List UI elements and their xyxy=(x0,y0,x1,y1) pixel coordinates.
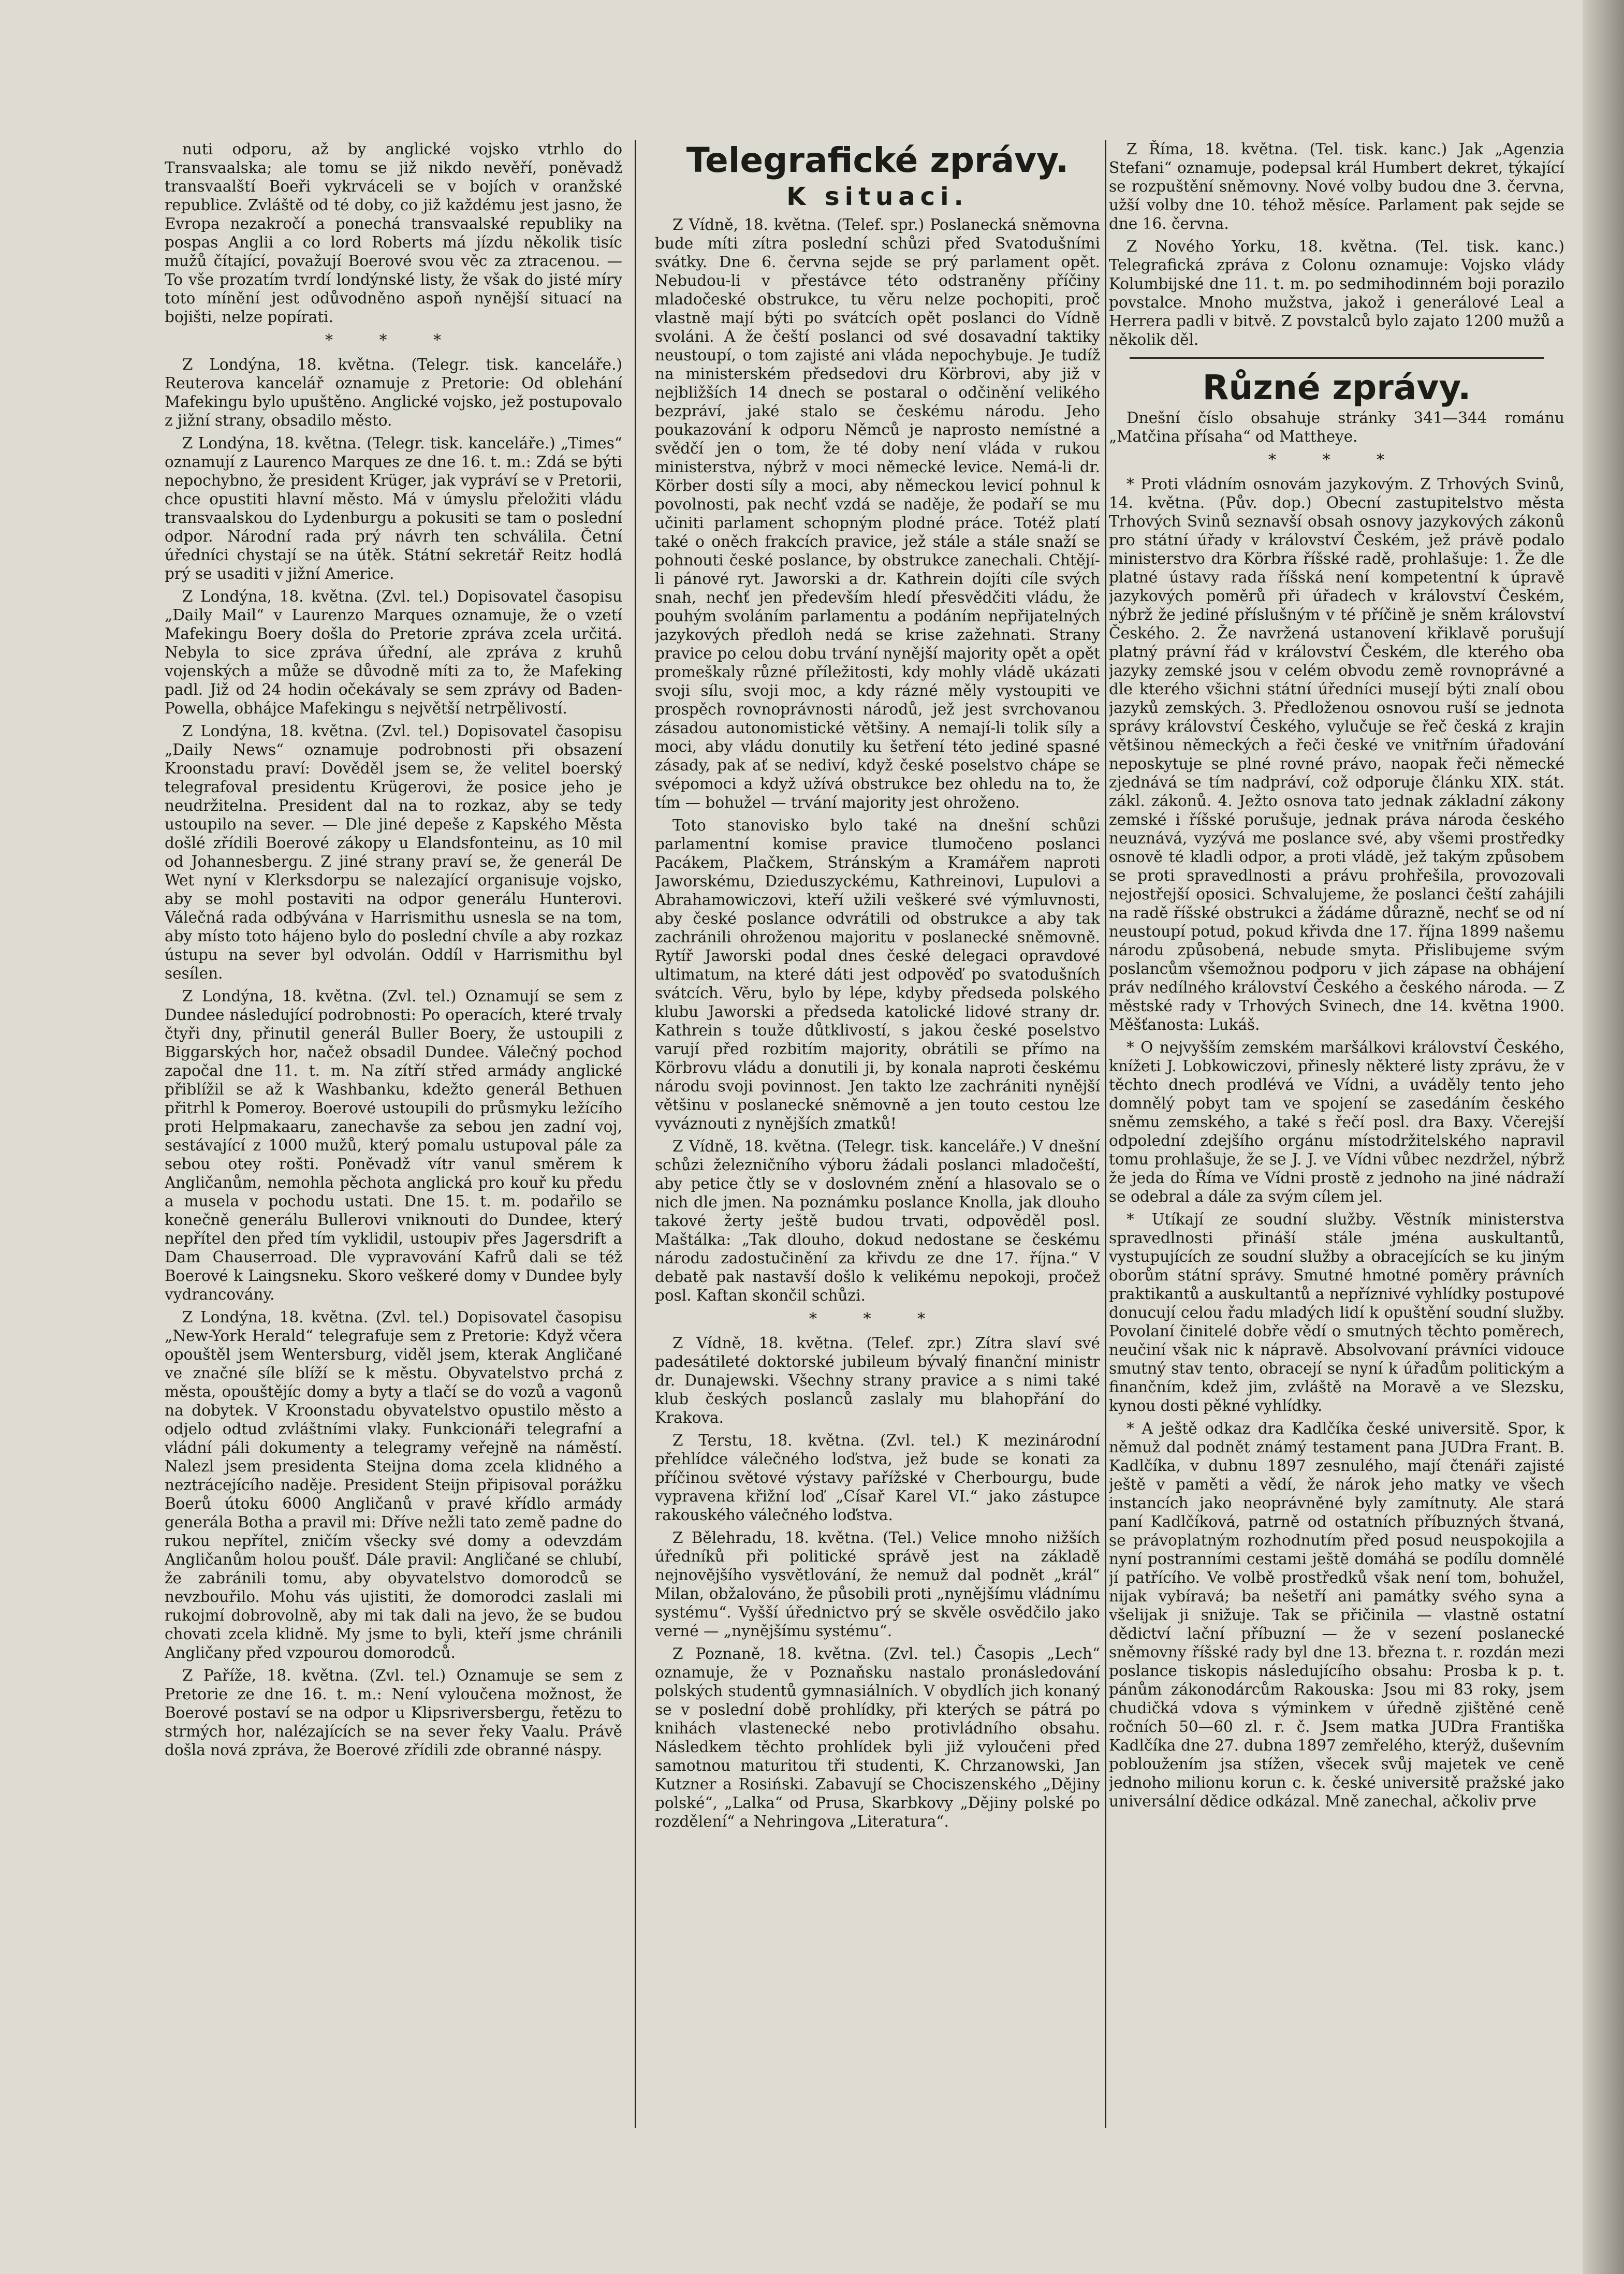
column-right xyxy=(1109,140,1564,2138)
section-rule xyxy=(1130,357,1544,359)
news-item: Z Nového Yorku, 18. května. (Tel. tisk. kanc.) Telegrafická zpráva z Colonu oznamuje: Vojsko vlády Kolumbijské dne 11. t. m. po sedmihodinném boji porazilo povstalce. Mnoho mužstva, jakož i generálové Leal a Herrera padli v bitvě. Z povstalců bylo zajato 1200 mužů a několik děl. xyxy=(1109,238,1564,348)
news-item: Z Londýna, 18. května. (Zvl. tel.) Dopisovatel časopisu „Daily News“ oznamuje podrobnosti při obsazení Kroonstadu praví: Dověděl jsem se, že velitel boerský telegrafoval presidentu Krügerovi, že posice jeho je neudržitelna. President dal na to rozkaz, aby se tedy ustoupilo na sever. — Dle jiné depeše z Kapského Města došlé zřídili Boerové zákopy u Elandsfonteinu, as 10 mil od Johannesbergu. Z jiné strany praví se, že generál De Wet nyní v Klerksdorpu se nalezající organisuje vojsko, aby se mohl postaviti na odpor generálu Hunterovi. Válečná rada odbývána v Harrismithu usnesla se na tom, aby místo toto hájeno bylo do poslední chvíle a aby rozkaz ústupu na sever byl odvolán. Oddíl v Harrismithu byl sesílen. xyxy=(165,722,622,982)
news-item: * O nejvyšším zemském maršálkovi království Českého, knížeti J. Lobkowiczovi, přinesly některé listy zprávu, že v těchto dnech prodlévá ve Vídni, a uváděly tento jeho domnělý pobyt tam ve spojení se zasedáním českého sněmu zemského, a také s řečí posl. dra Baxy. Včerejší odpolední zdejšího orgánu místodržitelského napravil tomu prohlašuje, že se J. J. ve Vídni vůbec nezdržel, nýbrž že jeda do Říma ve Vídni prostě z jednoho na jiné nádraží se odebral a dále za svým cílem jel. xyxy=(1109,1039,1564,1205)
news-item: Z Vídně, 18. května. (Telef. spr.) Poslanecká sněmovna bude míti zítra poslední schůzi před Svatodušními svátky. Dne 6. června sejde se prý parlament opět. Nebudou-li v přestávce této odstraněny příčiny mladočeské obstrukce, tu věru nelze pochopiti, proč vlastně mají býti po svátcích opět poslanci do Vídně svoláni. A že čeští poslanci od své dosavadní taktiky neustoupí, o tom zajisté ani vláda nepochybuje. Je tudíž na ministerském předsedovi dru Körbrovi, aby již v nejbližších 14 dnech se postaral o odčinění velikého bezpráví, jaké stalo se českému národu. Jeho poukazování k odporu Němců je naprosto nemístné a svědčí jen o tom, že té doby není vláda v rukou ministerstva, nýbrž v moci německé levice. Nemá-li dr. Körber dosti síly a moci, aby německou levicí pohnul k povolnosti, pak nechť vzdá se naděje, že podaří se mu učiniti parlament schopným plodné práce. Totéž platí také o oněch frakcích pravice, jež stále a stále snaží se pohnouti české poslance, by obstrukce zanechali. Chtějí-li pánové ryt. Jaworski a dr. Kathrein dojíti cíle svých snah, nechť jen především hledí přesvědčiti vládu, že pouhým svoláním parlamentu a podáním nepřijatelných jazykových předloh nedá se krise zažehnati. Strany pravice po celou dobu trvání nynější majority opět a opět promeškaly různé příležitosti, kdy mohly vládě ukázati svoji sílu, svoji moc, a kdy rázné měly vystoupiti ve prospěch rovnoprávnosti národů, jež jest svrchovanou zásadou autonomistické většiny. A nemají-li tolik síly a moci, aby vládu donutily ku šetření této jediné spasné zásady, pak ať se nediví, když české poselstvo chápe se svépomoci a když užívá obstrukce bez ohledu na to, že tím — bohužel — trvání majority jest ohroženo. xyxy=(655,216,1100,811)
news-item: * A ještě odkaz dra Kadlčíka české universitě. Spor, k němuž dal podnět známý testament pana JUDra Frant. B. Kadlčíka, v dubnu 1897 zesnulého, mají čtenáři zajisté ještě v paměti a vědí, že nárok jeho matky ve všech instancích jako neoprávněné byly zamítnuty. Ale stará paní Kadlčíková, patrně od ostatních příbuzných štvaná, se právoplatným rozhodnutím před posud neuspokojila a nyní postranními cestami ještě domáhá se podílu domnělé jí patřícího. Ve volbě prostředků však není tom, bohužel, nijak vybíravá; ba nešetří ani památky svého syna a všelijak ji snižuje. Tak se přičinila — vlastně ostatní dědictví lační příbuzní — že v sezení poslanecké sněmovny říšské rady byl dne 13. března t. r. rozdán mezi poslance tiskopis následujícího obsahu: Prosba k p. t. pánům zákonodárcům Rakouska: Jsou mi 83 roky, jsem chudičká vdova s výminkem v úředně zjištěné ceně ročních 50—60 zl. r. č. Jsem matka JUDra Františka Kadlčíka dne 27. dubna 1897 zemřelého, kterýž, duševním pobloužením jsa stížen, všecek svůj majetek ve ceně jednoho milionu korun c. k. české universitě pražské jako universální dědice odkázal. Mně zanechal, ačkoliv prve xyxy=(1109,1420,1564,1810)
news-item: Z Londýna, 18. května. (Telegr. tisk. kanceláře.) Reuterova kancelář oznamuje z Pretorie: Od oblehání Mafekingu bylo upuštěno. Anglické vojsko, jež postupovalo z jižní strany, obsadilo město. xyxy=(165,356,622,429)
news-item: Z Říma, 18. května. (Tel. tisk. kanc.) Jak „Agenzia Stefani“ oznamuje, podepsal král Humbert dekret, týkající se rozpuštění sněmovny. Nové volby budou dne 3. června, užší volby dne 10. téhož měsíce. Parlament pak sejde se dne 16. června. xyxy=(1109,140,1564,232)
column-middle xyxy=(655,140,1100,2138)
section-separator: * * * xyxy=(325,331,462,349)
section-heading-various: Různé zprávy. xyxy=(1202,368,1471,407)
news-item: Z Londýna, 18. května. (Zvl. tel.) Oznamují se sem z Dundee následující podrobnosti: Po operacích, které trvaly čtyři dny, přinutil generál Buller Boery, že ustoupili z Biggarských hor, načež obsadil Dundee. Válečný pochod započal dne 11. t. m. Na zítří střed armády anglické přiblížil se až k Washbanku, kdežto generál Bethuen přitrhl k Pomeroy. Boerové ustoupili do průsmyku ležícího proti Helpmakaaru, zanechavše za sebou jen zadní voj, sestávající z 1000 mužů, který pomalu ustupoval pále za sebou otey rošti. Poněvadž vítr vanul směrem k Angličanům, nemohla pěchota anglická pro kouř ku předu a musela v pochodu ustati. Dne 15. t. m. podařilo se konečně generálu Bullerovi vniknouti do Dundee, který nepřítel den před tím vyklidil, ustoupiv přes Jagersdrift a Dam Chauserroad. Dle vypravování Kafrů dali se též Boerové k Laingsneku. Skoro veškeré domy v Dundee byly vydrancovány. xyxy=(165,987,622,1303)
news-item: * Utíkají ze soudní služby. Věstník ministerstva spravedlnosti přináší stále jména auskultantů, vystupujících ze soudní služby a obracejících se ku jiným oborům státní správy. Smutné hmotné poměry právních praktikantů a auskultantů a nepříznivé vyhlídky postupové donucují celou řadu mladých lidí k opuštění soudní služby. Povolaní činitelé dobře vědí o smutných těchto poměrech, neučiní však nic k nápravě. Absolvovaní právníci vidouce smutný stav tento, obracejí se nyní k úřadům politickým a finančním, kdež jim, zvláště na Moravě a ve Slezsku, kynou dosti pěkné vyhlídky. xyxy=(1109,1211,1564,1415)
column-left xyxy=(165,140,622,2138)
column-rule xyxy=(635,140,636,2128)
article-paragraph: nuti odporu, až by anglické vojsko vtrhlo do Transvaalska; ale tomu se již nikdo nevěří, poněvadž transvaalští Boeři vykrváceli se v bojích v oranžské republice. Zvláště od té doby, co již každému jest jasno, že Evropa nezakročí a ponechá transvaalské republiky na pospas Anglii a co lord Roberts má jízdu několik tisíc mužů čítající, považují Boerové svou věc za ztracenou. — To vše prozatím tvrdí londýnské listy, že však do jisté míry toto mínění jest odůvodněno aspoň nynější situací na bojišti, nelze popírati. xyxy=(165,140,622,326)
section-subheading-situation: K situaci. xyxy=(786,182,969,211)
section-separator: * * * xyxy=(809,1310,946,1328)
news-item: Z Londýna, 18. května. (Zvl. tel.) Dopisovatel časopisu „New-York Herald“ telegrafuje sem z Pretorie: Když včera opouštěl jsem Wentersburg, viděl jsem, kterak Angličané ve značné síle blíží se k městu. Obyvatelstvo prchá z města, opouštějíc domy a byty a tlačí se do vozů a vagonů na dobytek. V Kroonstadu obyvatelstvo opustilo město a odjelo odtud zvláštními vlaky. Funkcionáři telegrafní a vládní páli dokumenty a telegramy veřejně na náměstí. Nalezl jsem presidenta Steijna doma zcela klidného a neztrácejícího naděje. President Steijn připisoval porážku Boerů útoku 6000 Angličanů v pravé křídlo armády generála Botha a pravil mi: Dříve nežli tato země padne do rukou nepřítel, zničím všecky své domy a odevzdám Angličanům holou poušť. Dále pravil: Angličané se chlubí, že zabránili tomu, aby obyvatelstvo domorodců se nevzbouřilo. Mohu vás ujistiti, že domorodci zaslali mi rukojmí dobrovolně, aby mi tak dali na jevo, že se budou chovati zcela klidně. My jsme to byli, kteří jsme chránili Angličany před vzpourou domorodců. xyxy=(165,1308,622,1661)
news-item: Z Poznaně, 18. května. (Zvl. tel.) Časopis „Lech“ oznamuje, že v Poznaňsku nastalo pronásledování polských studentů gymnasiálních. V obydlích jich konaný se v poslední době prohlídky, při kterých se pátrá po knihách vlastenecké nebo protivládního obsahu. Následkem těchto prohlídek byli již vyloučeni před samotnou maturitou tři studenti, K. Chrzanowski, Jan Kutzner a Rosiński. Zabavují se Chociszenského „Dějiny polské“, „Lalka“ od Prusa, Skarbkovy „Dějiny polské po rozdělení“ a Nehringova „Literatura“. xyxy=(655,1645,1100,1830)
news-item: Z Paříže, 18. května. (Zvl. tel.) Oznamuje se sem z Pretorie ze dne 16. t. m.: Není vyloučena možnost, že Boerové postaví se na odpor u Klipsriversbergu, řetězu to strmých hor, nalézajících se na sever řeky Vaalu. Právě došla nová zpráva, že Boerové zřídili zde obranné náspy. xyxy=(165,1667,622,1759)
news-item: Z Vídně, 18. května. (Telegr. tisk. kanceláře.) V dnešní schůzi železničního výboru žádali poslanci mladočeští, aby petice čtly se v doslovném znění a hlasovalo se o nich dle jmen. Na poznámku poslance Knolla, jak dlouho takové žerty ještě budou trvati, odpověděl posl. Maštálka: „Tak dlouho, dokud nedostane se českému národu zadostučinění za křivdu ze dne 17. října.“ V debatě pak nastavší došlo k velikému nepokoji, pročež posl. Kaftan skončil schůzi. xyxy=(655,1138,1100,1304)
news-item: Toto stanovisko bylo také na dnešní schůzi parlamentní komise pravice tlumočeno poslanci Pacákem, Plačkem, Stránským a Kramářem naproti Jaworskému, Dzieduszyckému, Kathreinovi, Lupulovi a Abrahamowiczovi, kteří užili veškeré své výmluvnosti, aby české poslance odvrátili od obstrukce a aby tak zachránili ohroženou majoritu v poslanecké sněmovně. Rytíř Jaworski podal dnes české delegaci opravdové ultimatum, na které dáti jest odpověď po svatodušních svátcích. Věru, bylo by lépe, kdyby předseda polského klubu Jaworski a předseda katolické lidové strany dr. Kathrein s touže důtklivostí, s jakou české poselstvo varují před rozbitím majority, obrátili se přímo na Körbrovu vládu a donutili ji, by konala naproti českému národu svoji povinnost. Jen takto lze zachrániti nynější většinu v poslanecké sněmovně a jen touto cestou lze vyváznouti z nynějších zmatků! xyxy=(655,817,1100,1132)
news-item: Z Londýna, 18. května. (Telegr. tisk. kanceláře.) „Times“ oznamují z Laurenco Marques ze dne 16. t. m.: Zdá se býti nepochybno, že president Krüger, jak vypráví se v Pretorii, chce opustiti hlavní město. Má v úmyslu přeložiti vládu transvaalskou do Lydenburgu a pokusiti se tam o poslední odpor. Národní rada prý návrh ten schválila. Četní úředníci chystají se na útěk. Státní sekretář Reitz hodlá prý se usaditi v jižní Americe. xyxy=(165,434,622,582)
news-item: Z Londýna, 18. května. (Zvl. tel.) Dopisovatel časopisu „Daily Mail“ v Laurenzo Marques oznamuje, že o vzetí Mafekingu Boery došla do Pretorie zpráva zcela určitá. Nebyla to sice zpráva úřední, ale zpráva z kruhů vojenských a může se důvodně míti za to, že Mafeking padl. Již od 24 hodin očekávaly se sem zprávy od Baden-Powella, obhájce Mafekingu s největší netrpělivostí. xyxy=(165,588,622,717)
section-heading-telegraphic: Telegrafické zprávy. xyxy=(686,140,1069,180)
news-item: Z Bělehradu, 18. května. (Tel.) Velice mnoho nižších úředníků při politické správě jest na základě nejnovějšího vysvětlování, že nemuž dal podnět „král“ Milan, obžalováno, že působili proti „nynějšímu vládnímu systému“. Vyšší úřednictvo prý se skvěle osvědčilo jako verné — „nynějšímu systému“. xyxy=(655,1529,1100,1640)
page-edge xyxy=(1583,0,1624,2274)
notice: Dnešní číslo obsahuje stránky 341—344 románu „Matčina přísaha“ od Mattheye. xyxy=(1109,409,1564,445)
news-item: Z Vídně, 18. května. (Telef. zpr.) Zítra slaví své padesátileté doktorské jubileum bývalý finanční ministr dr. Dunajewski. Všechny strany pravice a s nimi také klub českých poslanců zaslaly mu blahopřání do Krakova. xyxy=(655,1334,1100,1426)
column-rule xyxy=(1105,140,1106,2128)
news-item: Z Terstu, 18. května. (Zvl. tel.) K mezinárodní přehlídce válečného loďstva, jež bude se konati za příčinou světové výstavy pařížské v Cherbourgu, bude vypravena křižní loď „Císař Karel VI.“ jako zástupce rakouského válečného loďstva. xyxy=(655,1432,1100,1524)
news-item: * Proti vládním osnovám jazykovým. Z Trhových Svinů, 14. května. (Pův. dop.) Obecní zastupitelstvo města Trhových Svinů seznavší obsah osnovy jazykových zákonů pro státní úřady v království Českém, jež právě podalo ministerstvo dra Körbra říšské radě, prohlašuje: 1. Že dle platné ústavy rada říšská není kompetentní k úpravě jazykových poměrů při úřadech v království Českém, nýbrž že jediné příslušným v té příčině je sněm království Českého. 2. Že navržená ustanovení křiklavě porušují platný právní řád v království Českém, dle kterého oba jazyky zemské jsou v celém obvodu země rovnoprávné a dle kterého všichni státní úředníci musejí býti znalí obou jazyků zemských. 3. Předloženou osnovou ruší se jednota správy království Českého, vylučuje se řeč česká z krajin většinou německých a řeči české ve vnitřním úřadování neposkytuje se plné rovné právo, naopak řeči německé zjednává se tím nadpráví, což odporuje článku XIX. stát. zákl. zákonů. 4. Ježto osnova tato jednak základní zákony zemské i říšské porušuje, jednak práva národa českého neuznává, vyzývá me poslance své, aby všemi prostředky osnově té kladli odpor, a proti vládě, jež takým způsobem se proti spravedlnosti a právu prohřešila, provozovali nejostřejší oposici. Schvalujeme, že poslanci čeští zahájili na radě říšské obstrukci a žádáme důrazně, nechť se od ní neustoupí potud, pokud křivda dne 17. října 1899 našemu národu způsobená, nebude smyta. Přislibujeme svým poslancům všemožnou podporu v jich zápase na obhájení práv nedílného království Českého a českého národa. — Z městské rady v Trhových Svinech, dne 14. května 1900. Měšťanosta: Lukáš. xyxy=(1109,475,1564,1033)
section-separator: * * * xyxy=(1268,451,1406,469)
